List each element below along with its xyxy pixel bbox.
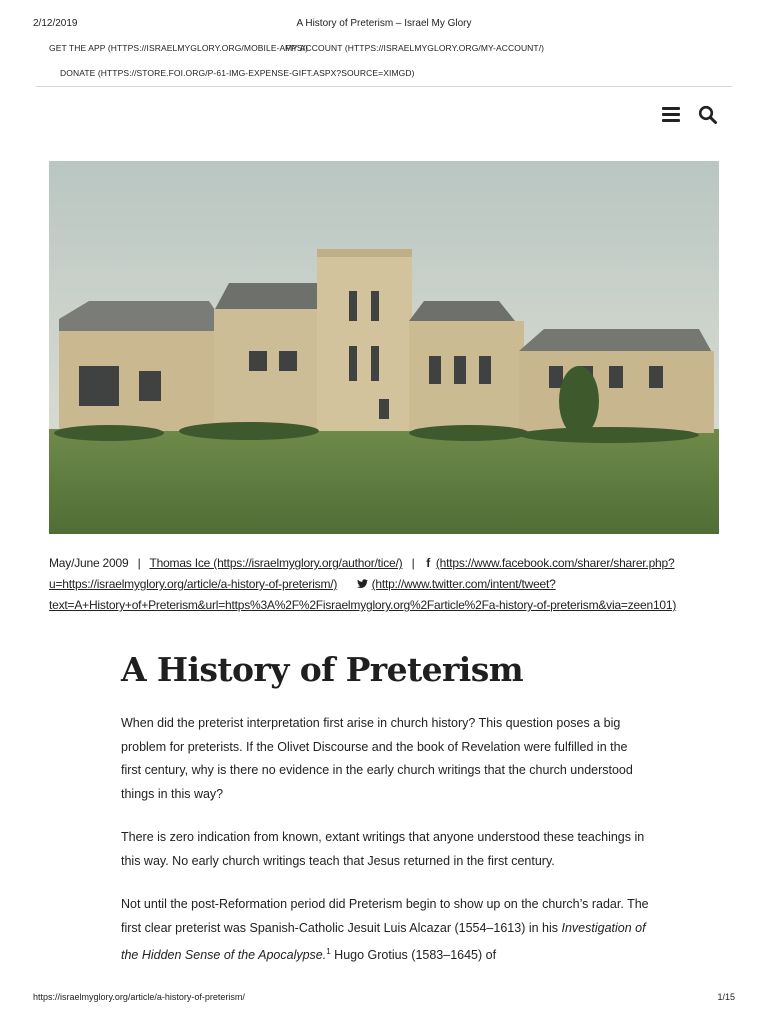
article-meta <box>49 553 729 616</box>
facebook-share-link-cont[interactable]: u=https://israelmyglory.org/article/a-history-of-preterism/) <box>49 577 338 591</box>
separator: | <box>137 556 141 570</box>
my-account-link[interactable]: MY ACCOUNT (HTTPS://ISRAELMYGLORY.ORG/MY-ACCOUNT/) <box>285 43 545 53</box>
facebook-share-link[interactable]: (https://www.facebook.com/sharer/sharer.php? <box>435 556 675 570</box>
facebook-icon[interactable]: f <box>426 556 431 570</box>
paragraph: There is zero indication from known, extant writings that anyone understood these teachings in this way. No early church writings teach that Jesus returned in the first century. <box>121 830 645 868</box>
print-header <box>33 18 735 32</box>
get-app-link[interactable]: GET THE APP (HTTPS://ISRAELMYGLORY.ORG/MOBILE-APPS/) <box>49 43 309 53</box>
book-title: Investigation of the Hidden Sense of the Apocalypse. <box>121 920 646 963</box>
publish-date: May/June 2009 <box>49 556 129 570</box>
print-footer <box>33 992 735 1006</box>
search-icon[interactable] <box>698 105 718 125</box>
paragraph: When did the preterist interpretation first arise in church history? This question poses a big problem for preterists. If the Olivet Discourse and the book of Revelation were fulfilled in the first century, why is there no evidence in the early church writings that the church understood things in this way? <box>121 716 633 801</box>
paragraph <box>121 893 651 968</box>
article-body <box>121 648 651 988</box>
print-url: https://israelmyglory.org/article/a-history-of-preterism/ <box>33 992 245 1002</box>
twitter-icon[interactable] <box>357 577 371 591</box>
twitter-share-link[interactable]: (http://www.twitter.com/intent/tweet? <box>371 577 556 591</box>
top-bar <box>36 36 732 87</box>
print-date: 2/12/2019 <box>33 18 78 29</box>
print-page-title: A History of Preterism – Israel My Glory <box>296 18 472 29</box>
paragraph-text: Not until the post-Reformation period did Preterism begin to show up on the church’s radar. The first clear preterist was Spanish-Catholic Jesuit Luis Alcazar (1554–1613) in his <box>121 897 649 935</box>
twitter-share-link-cont[interactable]: text=A+History+of+Preterism&url=https%3A%2F%2Fisraelmyglory.org%2Farticle%2Fa-history-of-preterism&via=zeen101) <box>49 598 677 612</box>
donate-link[interactable]: DONATE (HTTPS://STORE.FOI.ORG/P-61-IMG-EXPENSE-GIFT.ASPX?SOURCE=XIMGD) <box>60 68 415 78</box>
bars-icon[interactable] <box>662 106 680 122</box>
separator: | <box>411 556 415 570</box>
nav-icons <box>660 104 720 126</box>
article-title: A History of Preterism <box>121 650 524 689</box>
hero-image <box>49 161 719 534</box>
paragraph-text: Hugo Grotius (1583–1645) of <box>330 948 497 963</box>
footnote-ref[interactable]: 1 <box>326 947 331 956</box>
page-number: 1/15 <box>717 992 735 1002</box>
author-link[interactable]: Thomas Ice (https://israelmyglory.org/author/tice/) <box>149 556 403 570</box>
